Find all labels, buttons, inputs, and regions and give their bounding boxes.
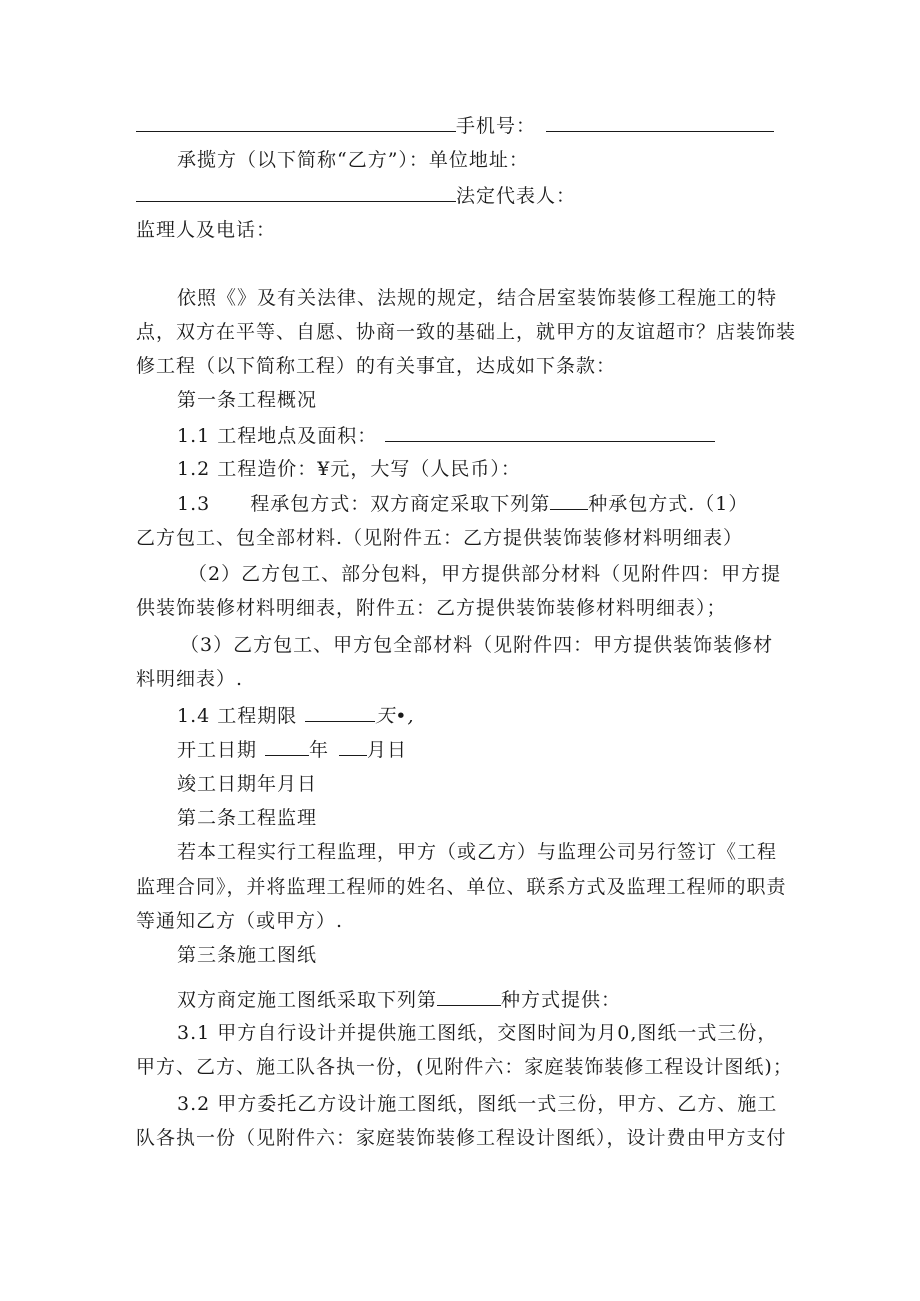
article3-intro-text-end: 种方式提供： xyxy=(501,989,622,1011)
blank-drawing-method xyxy=(437,987,501,1006)
option-1: 乙方包工、包全部材料.（见附件五：乙方提供装饰装修材料明细表） xyxy=(136,527,744,549)
article3-intro xyxy=(177,987,621,1012)
blank-contract-type xyxy=(550,491,588,510)
start-date-label: 开工日期 xyxy=(177,739,258,761)
item-1-1-text: 1.1 工程地点及面积： xyxy=(177,425,378,447)
blank-phone xyxy=(546,113,774,132)
item-3-2: 3.2 甲方委托乙方设计施工图纸，图纸一式三份，甲方、乙方、施工 xyxy=(177,1093,778,1115)
start-date-line xyxy=(177,737,407,762)
preamble-line: 依照《》及有关法律、法规的规定，结合居室装饰装修工程施工的特 xyxy=(177,287,778,309)
article2-body-line: 若本工程实行工程监理，甲方（或乙方）与监理公司另行签订《工程 xyxy=(177,841,778,863)
item-1-4-unit: 天•, xyxy=(375,705,415,727)
item-3-1: 3.1 甲方自行设计并提供施工图纸，交图时间为月0,图纸一式三份， xyxy=(177,1022,778,1044)
supervisor-line: 监理人及电话： xyxy=(136,219,277,241)
item-1-2: 1.2 工程造价：¥元，大写（人民币）： xyxy=(177,458,521,480)
article1-title: 第一条工程概况 xyxy=(177,389,318,411)
article2-title: 第二条工程监理 xyxy=(177,807,318,829)
option-3-cont: 料明细表）. xyxy=(136,668,244,690)
contractor-line: 承揽方（以下简称“乙方”）：单位地址： xyxy=(177,149,529,171)
item-3-2-cont: 队各执一份（见附件六：家庭装饰装修工程设计图纸），设计费由甲方支付 xyxy=(136,1127,787,1149)
blank-location xyxy=(385,423,715,442)
phone-label: 手机号： xyxy=(456,115,537,137)
legal-rep-label: 法定代表人： xyxy=(456,185,577,207)
item-1-3-text: 1.3 程承包方式：双方商定采取下列第 xyxy=(177,493,551,515)
article3-title: 第三条施工图纸 xyxy=(177,944,318,966)
article2-body-line: 等通知乙方（或甲方）. xyxy=(136,910,344,932)
blank-contractor-name xyxy=(136,183,456,202)
completion-date-line: 竣工日期年月日 xyxy=(177,773,318,795)
option-3: （3）乙方包工、甲方包全部材料（见附件四：甲方提供装饰装修材 xyxy=(180,634,774,656)
item-1-3 xyxy=(177,491,748,516)
item-1-4-text: 1.4 工程期限 xyxy=(177,705,298,727)
article2-body-line: 监理合同》，并将监理工程师的姓名、单位、联系方式及监理工程师的职责 xyxy=(136,876,787,898)
item-1-4 xyxy=(177,703,415,728)
option-2-cont: 供装饰装修材料明细表，附件五：乙方提供装饰装修材料明细表）； xyxy=(136,597,727,619)
legal-rep-line xyxy=(136,183,576,208)
option-2: （2）乙方包工、部分包料，甲方提供部分材料（见附件四：甲方提 xyxy=(188,563,782,585)
start-year-label: 年 xyxy=(309,739,330,761)
item-3-1-cont: 甲方、乙方、施工队各执一份，(见附件六：家庭装饰装修工程设计图纸)； xyxy=(136,1056,793,1078)
preamble-line: 点，双方在平等、自愿、协商一致的基础上，就甲方的友谊超市？店装饰装 xyxy=(136,321,797,343)
blank-start-year xyxy=(265,737,309,756)
start-month-day-label: 月日 xyxy=(367,739,408,761)
item-1-3-text-end: 种承包方式.（1） xyxy=(588,493,749,515)
phone-line xyxy=(136,113,774,138)
blank-duration xyxy=(305,703,375,722)
blank-start-month xyxy=(339,737,367,756)
blank-party-name xyxy=(136,113,456,132)
preamble-line: 修工程（以下简称工程）的有关事宜，达成如下条款： xyxy=(136,355,617,377)
item-1-1 xyxy=(177,423,715,448)
article3-intro-text: 双方商定施工图纸采取下列第 xyxy=(177,989,438,1011)
